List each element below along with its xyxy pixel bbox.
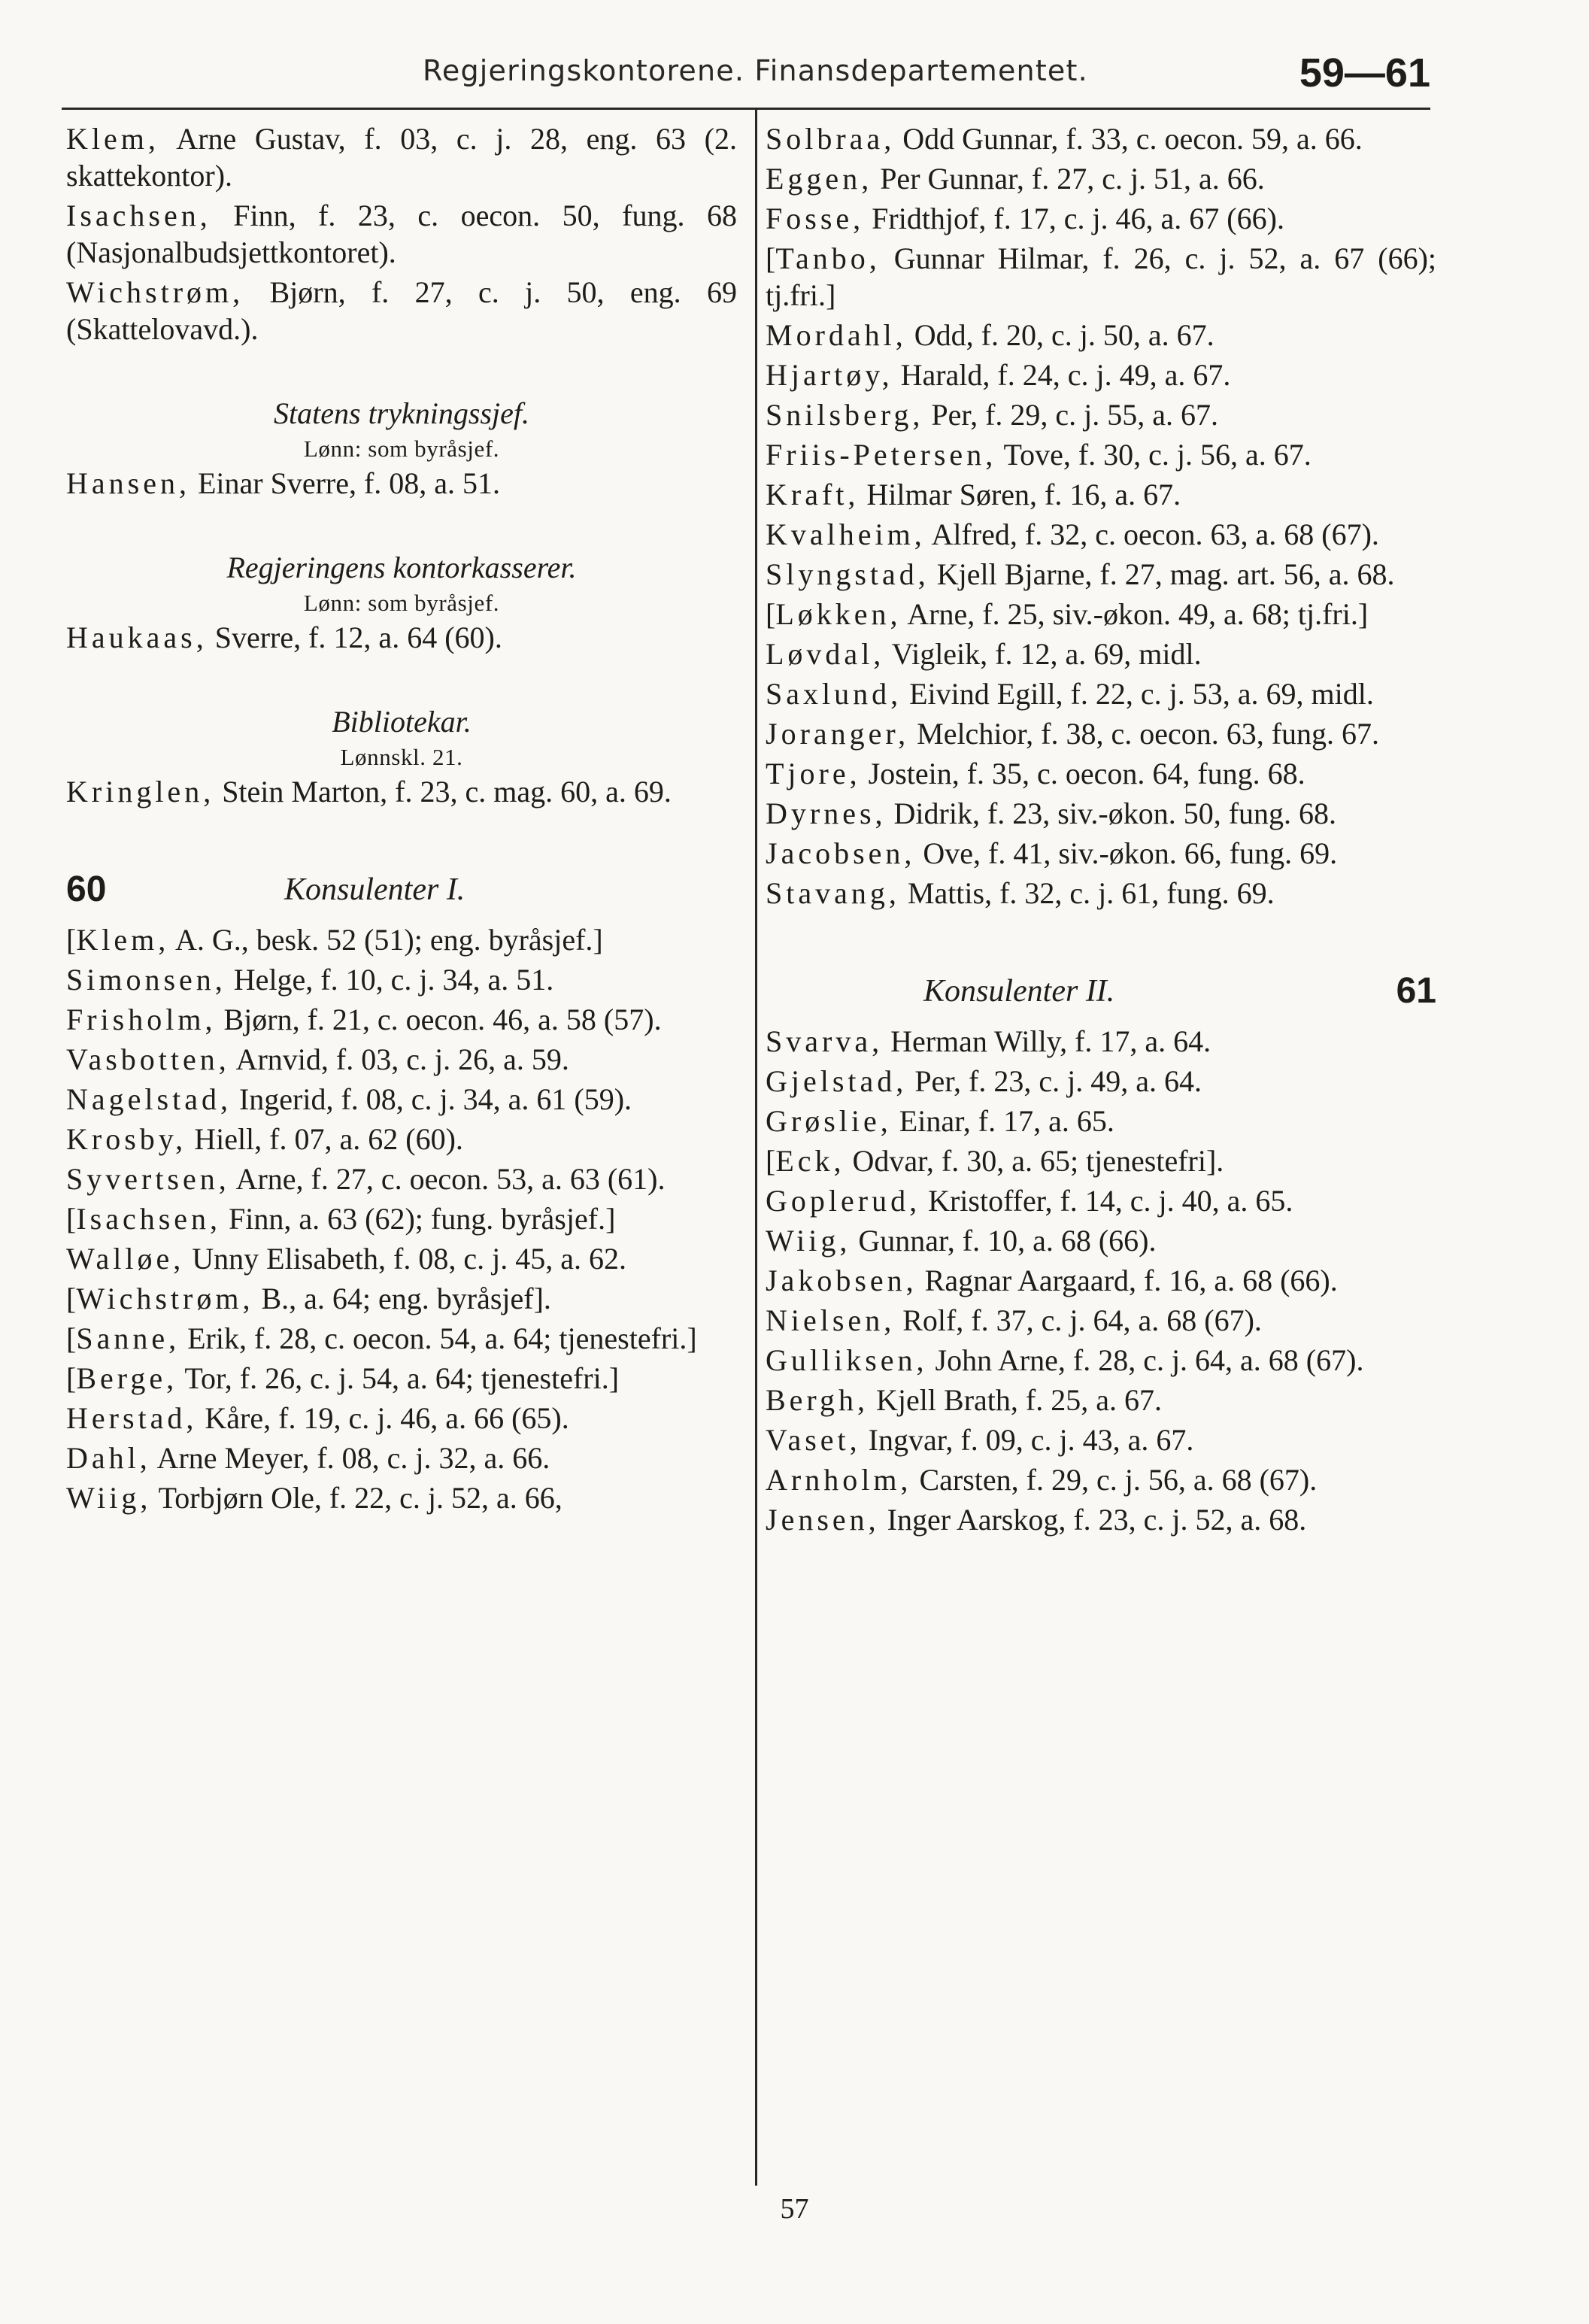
entry (766, 396, 1436, 433)
section-header-60 (66, 869, 737, 914)
entry-surname: Jacobsen, (766, 836, 916, 870)
entry-details: Ingerid, f. 08, c. j. 34, a. 61 (59). (231, 1082, 632, 1116)
entry-details: Tor, f. 26, c. j. 54, a. 64; tjenestefri.] (177, 1361, 620, 1395)
section-title: Konsulenter I. (284, 872, 465, 907)
entry (66, 1160, 737, 1197)
page-range: 59—61 (1299, 50, 1430, 96)
entry (766, 356, 1436, 393)
entry-surname: Gjelstad, (766, 1064, 908, 1098)
entry (66, 1240, 737, 1277)
left-column (66, 120, 737, 1519)
entry-surname: Joranger, (766, 717, 910, 751)
entry-surname: Dyrnes, (766, 796, 887, 830)
entry-details: Torbjørn Ole, f. 22, c. j. 52, a. 66, (151, 1481, 563, 1515)
entry-details: Sverre, f. 12, a. 64 (60). (207, 620, 502, 654)
entry-details: Gunnar, f. 10, a. 68 (66). (851, 1224, 1157, 1258)
entry (766, 436, 1436, 473)
entry-details: Didrik, f. 23, siv.-økon. 50, fung. 68. (886, 796, 1337, 830)
entry-list-konsulenter-1 (66, 921, 737, 1516)
entry-details: Arne Gustav, f. 03, c. j. 28, eng. 63 (2. skattekontor). (66, 122, 737, 193)
page-number: 57 (780, 2193, 809, 2225)
entry-list-konsulenter-2 (766, 1023, 1436, 1538)
entry-details: Unny Elisabeth, f. 08, c. j. 45, a. 62. (184, 1242, 626, 1276)
entry (766, 1142, 1436, 1179)
entry-details: Jostein, f. 35, c. oecon. 64, fung. 68. (860, 757, 1305, 790)
running-title: Regjeringskontorene. Finansdepartementet. (423, 54, 1088, 87)
entry (66, 619, 737, 656)
entry (766, 1382, 1436, 1418)
entry (766, 835, 1436, 872)
entry-details: Herman Willy, f. 17, a. 64. (883, 1024, 1211, 1058)
entry (766, 1103, 1436, 1139)
entry-surname: Nagelstad, (66, 1082, 232, 1116)
entry-details: Stein Marton, f. 23, c. mag. 60, a. 69. (214, 775, 672, 809)
entry-surname: Jakobsen, (766, 1264, 917, 1297)
entry (766, 875, 1436, 912)
entry-surname: Hjartøy, (766, 358, 893, 392)
entry-surname: Nielsen, (766, 1303, 896, 1337)
entry (766, 1222, 1436, 1259)
entry-surname: Løvdal, (766, 637, 885, 671)
entry-surname: Isachsen, (66, 199, 211, 232)
entry-details: Arne Meyer, f. 08, c. j. 32, a. 66. (150, 1441, 550, 1475)
entry (766, 715, 1436, 752)
section-title: Bibliotekar. (332, 705, 472, 739)
entry-surname: Løkken, (775, 597, 902, 631)
entry (766, 1421, 1436, 1458)
entry (766, 1342, 1436, 1379)
entry-details: Rolf, f. 37, c. j. 64, a. 68 (67). (895, 1303, 1262, 1337)
entry-surname: Arnholm, (766, 1463, 912, 1497)
entry-details: Arnvid, f. 03, c. j. 26, a. 59. (229, 1042, 569, 1076)
entry-bracket: [ (66, 1282, 77, 1315)
entry-surname: Solbraa, (766, 122, 896, 156)
entry-details: Alfred, f. 32, c. oecon. 63, a. 68 (67). (925, 517, 1379, 551)
entry-details: Einar, f. 17, a. 65. (891, 1104, 1114, 1138)
entry-details: Per Gunnar, f. 27, c. j. 51, a. 66. (872, 162, 1265, 196)
entry-details: Hilmar Søren, f. 16, a. 67. (859, 478, 1181, 511)
entry-list-top (66, 120, 737, 347)
entry-bracket: [ (66, 923, 77, 957)
right-column (766, 120, 1436, 1541)
entry (766, 636, 1436, 672)
entry-surname: Svarva, (766, 1024, 884, 1058)
entry-details: Vigleik, f. 12, a. 69, midl. (884, 637, 1202, 671)
entry-details: Ragnar Aargaard, f. 16, a. 68 (66). (917, 1264, 1338, 1297)
entry-details: Bjørn, f. 27, c. j. 50, eng. 69 (Skattelovavd.). (66, 275, 737, 346)
entry-surname: Syvertsen, (66, 1162, 230, 1196)
entry-surname: Isachsen, (76, 1202, 222, 1236)
entry-details: Tove, f. 30, c. j. 56, a. 67. (996, 438, 1312, 472)
entry (66, 1280, 737, 1317)
entry (766, 1063, 1436, 1100)
entry-surname: Sanne, (76, 1321, 180, 1355)
entry-surname: Haukaas, (66, 620, 208, 654)
entry (66, 961, 737, 998)
entry-surname: Berge, (76, 1361, 178, 1395)
entry (766, 755, 1436, 792)
entry (66, 1479, 737, 1516)
entry-details: Helge, f. 10, c. j. 34, a. 51. (226, 963, 554, 997)
section-number: 61 (1396, 971, 1436, 1011)
entry-details: Odd Gunnar, f. 33, c. oecon. 59, a. 66. (895, 122, 1363, 156)
entry (766, 556, 1436, 593)
entry-surname: Walløe, (66, 1242, 185, 1276)
entry (66, 1041, 737, 1078)
entry-bracket: [ (66, 1202, 77, 1236)
entry-details: Per, f. 23, c. j. 49, a. 64. (907, 1064, 1202, 1098)
entry-surname: Grøslie, (766, 1104, 892, 1138)
entry-details: Kjell Bjarne, f. 27, mag. art. 56, a. 68. (929, 557, 1395, 591)
entry-surname: Wiig, (766, 1224, 851, 1258)
entry-details: Eivind Egill, f. 22, c. j. 53, a. 69, midl. (902, 677, 1374, 711)
entry-details: John Arne, f. 28, c. j. 64, a. 68 (67). (927, 1343, 1364, 1377)
entry-surname: Wiig, (66, 1481, 152, 1515)
entry (766, 596, 1436, 633)
entry (66, 1121, 737, 1157)
entry-details: Melchior, f. 38, c. oecon. 63, fung. 67. (909, 717, 1380, 751)
entry-surname: Mordahl, (766, 318, 907, 352)
entry (766, 317, 1436, 353)
column-divider (755, 110, 757, 2186)
entry-surname: Friis-Petersen, (766, 438, 997, 472)
entry-details: Arne, f. 27, c. oecon. 53, a. 63 (61). (229, 1162, 666, 1196)
entry (766, 1461, 1436, 1498)
entry (66, 1081, 737, 1118)
entry (766, 200, 1436, 237)
entry-surname: Eck, (775, 1144, 845, 1178)
header-rule (62, 108, 1430, 110)
entry (66, 1001, 737, 1038)
entry (766, 240, 1436, 314)
entry-details: Fridthjof, f. 17, c. j. 46, a. 67 (66). (864, 202, 1284, 235)
entry (66, 197, 737, 271)
section-kontorkasserer (66, 548, 737, 656)
section-title: Statens trykningssjef. (274, 396, 529, 430)
entry-details: Ove, f. 41, siv.-økon. 66, fung. 69. (915, 836, 1338, 870)
entry-surname: Hansen, (66, 466, 190, 500)
entry (66, 1320, 737, 1357)
entry (66, 1360, 737, 1397)
section-statens-trykningssjef (66, 394, 737, 502)
entry-bracket: [ (766, 597, 776, 631)
entry (766, 1501, 1436, 1538)
entry-details: Odvar, f. 30, a. 65; tjenestefri]. (845, 1144, 1224, 1178)
entry-surname: Kvalheim, (766, 517, 926, 551)
entry-surname: Fosse, (766, 202, 865, 235)
entry-details: Harald, f. 24, c. j. 49, a. 67. (893, 358, 1231, 392)
entry (66, 465, 737, 502)
entry-surname: Stavang, (766, 876, 900, 910)
entry-surname: Bergh, (766, 1383, 869, 1417)
entry-details: Inger Aarskog, f. 23, c. j. 52, a. 68. (879, 1503, 1307, 1537)
entry-details: Arne, f. 25, siv.-økon. 49, a. 68; tj.fri.] (901, 597, 1369, 631)
entry-details: Erik, f. 28, c. oecon. 54, a. 64; tjenestefri.] (180, 1321, 697, 1355)
page-header (62, 48, 1430, 108)
section-bibliotekar (66, 702, 737, 810)
entry-surname: Simonsen, (66, 963, 226, 997)
entry (66, 921, 737, 958)
entry-surname: Frisholm, (66, 1003, 217, 1036)
entry-surname: Vasbotten, (66, 1042, 230, 1076)
entry (66, 1400, 737, 1437)
entry (766, 795, 1436, 832)
entry-details: Per, f. 29, c. j. 55, a. 67. (923, 398, 1219, 432)
entry-details: Kåre, f. 19, c. j. 46, a. 66 (65). (197, 1401, 569, 1435)
pay-note: Lønnskl. 21. (340, 744, 463, 770)
pay-note: Lønn: som byråsjef. (303, 435, 500, 462)
entry-surname: Kraft, (766, 478, 860, 511)
entry-surname: Tanbo, (775, 241, 881, 275)
entry-surname: Goplerud, (766, 1184, 921, 1218)
entry (766, 160, 1436, 197)
entry-details: Finn, f. 23, c. oecon. 50, fung. 68 (Nasjonalbudsjettkontoret). (66, 199, 737, 269)
entry (766, 675, 1436, 712)
entry (66, 1200, 737, 1237)
entry (766, 1262, 1436, 1299)
section-title: Regjeringens kontorkasserer. (226, 551, 577, 584)
entry-details: B., a. 64; eng. byråsjef]. (253, 1282, 551, 1315)
entry-surname: Saxlund, (766, 677, 902, 711)
entry (766, 1302, 1436, 1339)
entry (66, 773, 737, 810)
entry-surname: Klem, (76, 923, 170, 957)
entry (66, 1440, 737, 1476)
entry-details: Kjell Brath, f. 25, a. 67. (869, 1383, 1162, 1417)
entry-list-continued (766, 120, 1436, 912)
entry (766, 476, 1436, 513)
entry-surname: Krosby, (66, 1122, 187, 1156)
entry (766, 516, 1436, 553)
entry-surname: Kringlen, (66, 775, 215, 809)
entry-bracket: [ (66, 1321, 77, 1355)
entry-surname: Snilsberg, (766, 398, 924, 432)
entry-surname: Herstad, (66, 1401, 198, 1435)
entry (766, 1023, 1436, 1060)
entry (66, 120, 737, 194)
section-number: 60 (66, 869, 107, 909)
entry-bracket: [ (66, 1361, 77, 1395)
entry (66, 274, 737, 347)
entry-surname: Gulliksen, (766, 1343, 928, 1377)
entry (766, 1182, 1436, 1219)
entry-details: Bjørn, f. 21, c. oecon. 46, a. 58 (57). (216, 1003, 662, 1036)
entry-surname: Wichstrøm, (76, 1282, 254, 1315)
entry-surname: Wichstrøm, (66, 275, 244, 309)
pay-note: Lønn: som byråsjef. (303, 590, 500, 616)
entry-bracket: [ (766, 241, 776, 275)
entry-details: Odd, f. 20, c. j. 50, a. 67. (906, 318, 1214, 352)
entry-bracket: [ (766, 1144, 776, 1178)
entry-surname: Eggen, (766, 162, 873, 196)
entry-details: Carsten, f. 29, c. j. 56, a. 68 (67). (911, 1463, 1318, 1497)
entry-surname: Dahl, (66, 1441, 151, 1475)
entry-details: Gunnar Hilmar, f. 26, c. j. 52, a. 67 (66); tj.fri.] (766, 241, 1436, 312)
entry (766, 120, 1436, 157)
entry-details: Finn, a. 63 (62); fung. byråsjef.] (221, 1202, 616, 1236)
section-title: Konsulenter II. (923, 974, 1115, 1009)
entry-details: Hiell, f. 07, a. 62 (60). (186, 1122, 463, 1156)
entry-surname: Vaset, (766, 1423, 861, 1457)
entry-details: Kristoffer, f. 14, c. j. 40, a. 65. (920, 1184, 1293, 1218)
entry-details: Mattis, f. 32, c. j. 61, fung. 69. (899, 876, 1275, 910)
entry-details: Ingvar, f. 09, c. j. 43, a. 67. (860, 1423, 1194, 1457)
entry-surname: Tjore, (766, 757, 861, 790)
section-header-61 (766, 970, 1436, 1015)
entry-surname: Klem, (66, 122, 159, 156)
entry-details: A. G., besk. 52 (51); eng. byråsjef.] (169, 923, 603, 957)
entry-surname: Jensen, (766, 1503, 880, 1537)
entry-details: Einar Sverre, f. 08, a. 51. (190, 466, 501, 500)
entry-surname: Slyngstad, (766, 557, 929, 591)
